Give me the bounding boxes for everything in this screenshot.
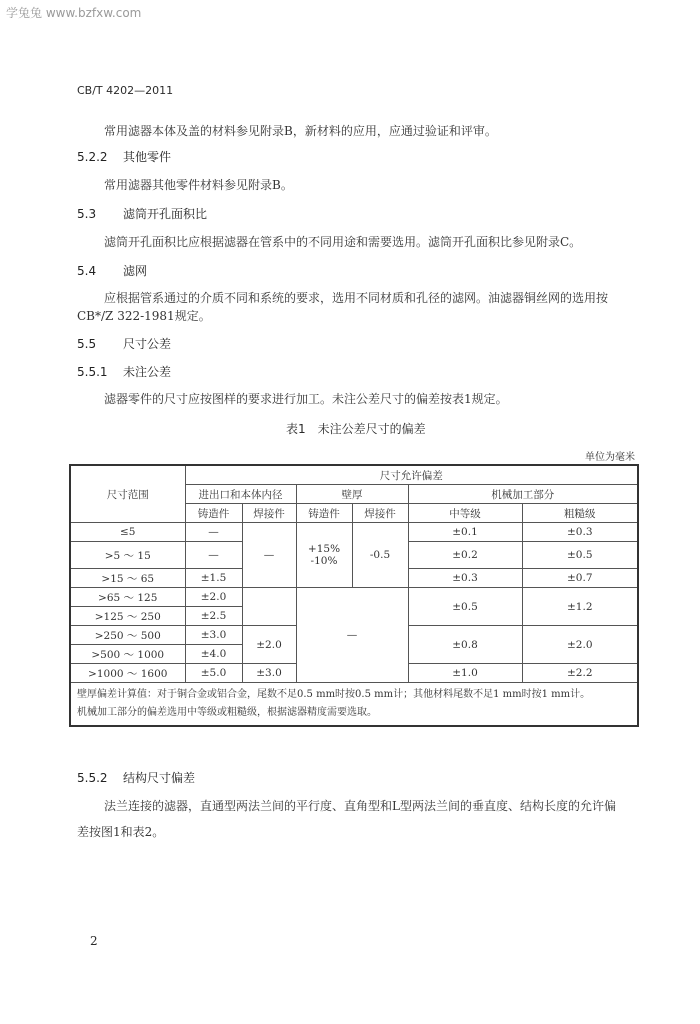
section-number: 5.5.2: [77, 771, 108, 785]
weld-cell: ±3.0: [242, 664, 296, 683]
mid-cell: ±0.8: [408, 626, 522, 664]
header-weld: 焊接件: [242, 504, 296, 523]
table-unit: 单位为毫米: [585, 452, 635, 463]
rough-cell: ±0.3: [522, 523, 638, 542]
mid-cell: ±0.1: [408, 523, 522, 542]
range-cell: ≤5: [70, 523, 185, 542]
range-cell: >15 ～ 65: [70, 569, 185, 588]
note-wall-thickness: 壁厚偏差计算值：对于铜合金或铝合金，尾数不足0.5 mm时按0.5 mm计；其他材料尾数不足1 mm时按1 mm计。: [77, 689, 591, 700]
mid-cell: ±0.2: [408, 542, 522, 569]
range-cell: >1000 ～ 1600: [70, 664, 185, 683]
cast-cell: ±4.0: [185, 645, 242, 664]
paragraph-materials: 常用滤器本体及盖的材料参见附录B，新材料的应用，应通过验证和评审。: [104, 124, 497, 138]
paragraph-structure-line2: 差按图1和表2。: [77, 825, 165, 839]
standard-code: CB/T 4202—2011: [77, 84, 174, 97]
mid-cell: ±0.3: [408, 569, 522, 588]
range-cell: >65 ～ 125: [70, 588, 185, 607]
wall-cast-plus: +15%: [307, 543, 341, 555]
rough-cell: ±1.2: [522, 588, 638, 626]
wall-cast-cell: [296, 523, 352, 588]
cast-cell: ±1.5: [185, 569, 242, 588]
section-5-2-2: [77, 148, 171, 165]
section-5-3: [77, 205, 207, 222]
weld-cell: ±2.0: [242, 626, 296, 664]
weld-dash-cell: —: [242, 523, 296, 588]
wall-dash-cell: —: [296, 588, 408, 683]
cast-cell: ±5.0: [185, 664, 242, 683]
section-title: 滤筒开孔面积比: [123, 207, 208, 221]
rough-cell: ±0.5: [522, 542, 638, 569]
header-inlet: 进出口和本体内径: [185, 485, 296, 504]
header-range: 尺寸范围: [70, 465, 185, 523]
section-title: 滤网: [123, 264, 148, 278]
section-title: 其他零件: [123, 150, 172, 164]
wall-weld-cell: -0.5: [352, 523, 408, 588]
header-cast: 铸造件: [296, 504, 352, 523]
section-5-4: [77, 262, 147, 279]
rough-cell: ±2.0: [522, 626, 638, 664]
mid-cell: ±1.0: [408, 664, 522, 683]
section-5-5-1: [77, 363, 171, 380]
cast-cell: ±3.0: [185, 626, 242, 645]
header-rough: 粗糙级: [522, 504, 638, 523]
header-allowance: 尺寸允许偏差: [185, 465, 638, 485]
header-wall: 壁厚: [296, 485, 408, 504]
page-number: 2: [90, 934, 98, 948]
section-number: 5.2.2: [77, 150, 108, 164]
section-title: 尺寸公差: [123, 337, 172, 351]
header-cast: 铸造件: [185, 504, 242, 523]
paragraph-untoleranced: 滤器零件的尺寸应按图样的要求进行加工。未注公差尺寸的偏差按表1规定。: [104, 392, 508, 406]
cast-cell: ±2.0: [185, 588, 242, 607]
paragraph-structure-line1: 法兰连接的滤器，直通型两法兰间的平行度、直角型和L型两法兰间的垂直度、结构长度的允许偏: [104, 799, 616, 813]
watermark: 学兔兔 www.bzfxw.com: [6, 6, 142, 20]
header-machining: 机械加工部分: [408, 485, 638, 504]
cast-cell: —: [185, 542, 242, 569]
section-number: 5.3: [77, 207, 97, 221]
paragraph-screen-line2: CB*/Z 322-1981规定。: [77, 309, 211, 323]
rough-cell: ±0.7: [522, 569, 638, 588]
range-cell: >250 ～ 500: [70, 626, 185, 645]
mid-cell: ±0.5: [408, 588, 522, 626]
wall-cast-minus: -10%: [310, 555, 338, 567]
tolerance-table: [69, 464, 639, 727]
section-title: 未注公差: [123, 365, 172, 379]
rough-cell: ±2.2: [522, 664, 638, 683]
range-cell: >500 ～ 1000: [70, 645, 185, 664]
section-title: 结构尺寸偏差: [123, 771, 196, 785]
table-notes: [70, 683, 638, 727]
cast-cell: ±2.5: [185, 607, 242, 626]
paragraph-other-parts: 常用滤器其他零件材料参见附录B。: [104, 178, 293, 192]
header-weld: 焊接件: [352, 504, 408, 523]
paragraph-screen-line1: 应根据管系通过的介质不同和系统的要求，选用不同材质和孔径的滤网。油滤器铜丝网的选用按: [104, 291, 609, 305]
weld-blank-cell: [242, 588, 296, 626]
cast-cell: —: [185, 523, 242, 542]
section-5-5-2: [77, 769, 195, 786]
section-number: 5.5: [77, 337, 97, 351]
section-number: 5.4: [77, 264, 97, 278]
section-5-5: [77, 335, 171, 352]
paragraph-open-area: 滤筒开孔面积比应根据滤器在管系中的不同用途和需要选用。滤筒开孔面积比参见附录C。: [104, 235, 582, 249]
table-caption: 表1 未注公差尺寸的偏差: [286, 422, 426, 436]
range-cell: >5 ～ 15: [70, 542, 185, 569]
section-number: 5.5.1: [77, 365, 108, 379]
note-machining: 机械加工部分的偏差选用中等级或粗糙级，根据滤器精度需要选取。: [77, 707, 377, 718]
range-cell: >125 ～ 250: [70, 607, 185, 626]
header-medium: 中等级: [408, 504, 522, 523]
